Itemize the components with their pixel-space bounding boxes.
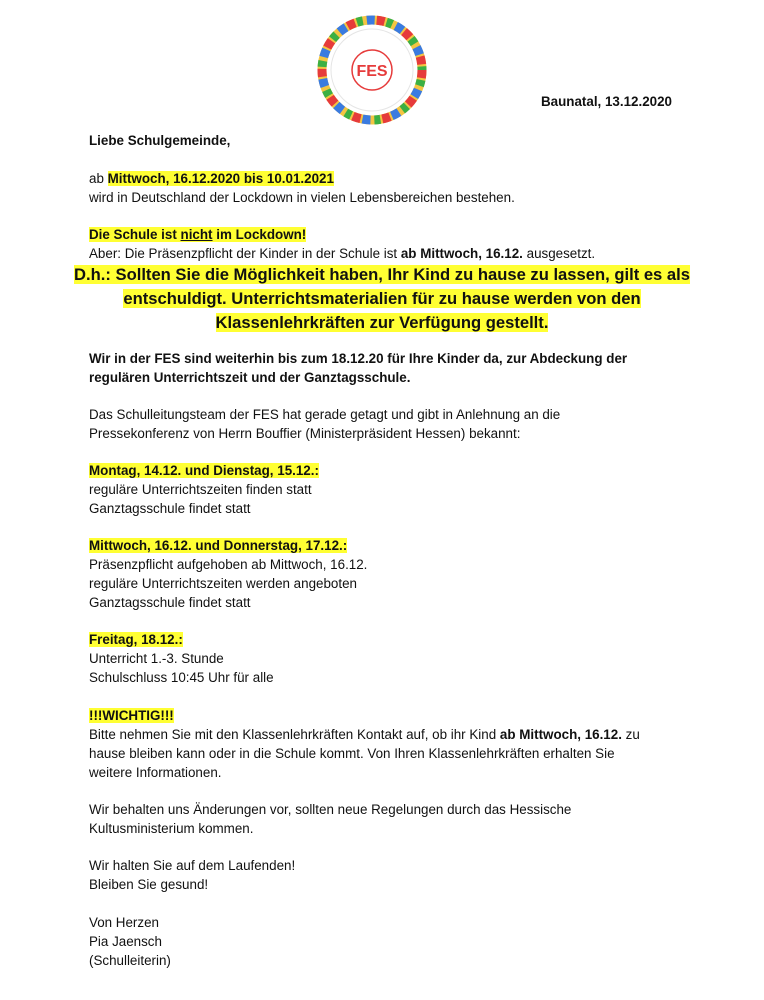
important-pre: Bitte nehmen Sie mit den Klassenlehrkräften Kontakt auf, ob ihr Kind [89, 727, 500, 742]
section-heading-text: Freitag, 18.12.: [89, 632, 183, 647]
leadership-line-1: Das Schulleitungsteam der FES hat gerade getagt und gibt in Anlehnung an die [89, 407, 561, 422]
closing-line-2: Bleiben Sie gesund! [89, 877, 209, 892]
period-line [89, 169, 334, 188]
signature-name: Pia Jaensch [89, 934, 162, 949]
changes-line-2: Kultusministerium kommen. [89, 821, 254, 836]
section-heading-text: Montag, 14.12. und Dienstag, 15.12.: [89, 463, 319, 478]
section-line: Schulschluss 10:45 Uhr für alle [89, 670, 274, 685]
big-notice-text-2: entschuldigt. Unterrichtsmaterialien für zu hause werden von den [123, 289, 641, 308]
date-line: Baunatal, 13.12.2020 [540, 94, 672, 109]
school-logo [316, 14, 428, 126]
section-line: reguläre Unterrichtszeiten werden angeboten [89, 576, 357, 591]
fes-availability-1: Wir in der FES sind weiterhin bis zum 18.12.20 für Ihre Kinder da, zur Abdeckung der [89, 351, 628, 366]
important-post: zu [621, 727, 640, 742]
section-line: Ganztagsschule findet statt [89, 501, 251, 516]
important-line-2: hause bleiben kann oder in die Schule kommt. Von Ihren Klassenlehrkräften erhalten Sie [89, 746, 615, 761]
important-line-3: weitere Informationen. [89, 765, 222, 780]
section-heading-text: Mittwoch, 16.12. und Donnerstag, 17.12.: [89, 538, 348, 553]
section-line: Präsenzpflicht aufgehoben ab Mittwoch, 16.12. [89, 557, 368, 572]
logo-text: FES [356, 63, 388, 80]
fes-availability-2: regulären Unterrichtszeit und der Ganztagsschule. [89, 370, 411, 385]
greeting: Liebe Schulgemeinde, [89, 133, 231, 148]
closing-line-1: Wir halten Sie auf dem Laufenden! [89, 858, 296, 873]
attendance-post: ausgesetzt. [522, 246, 596, 261]
signature-role: (Schulleiterin) [89, 953, 171, 968]
section-heading [89, 630, 183, 649]
important-heading [89, 706, 174, 725]
section-line: Ganztagsschule findet statt [89, 595, 251, 610]
section-heading [89, 461, 319, 480]
school-status-nicht: nicht [180, 227, 213, 242]
big-notice-2 [70, 287, 694, 311]
important-bold: ab Mittwoch, 16.12. [499, 727, 622, 742]
section-line: Unterricht 1.-3. Stunde [89, 651, 224, 666]
attendance-bold: ab Mittwoch, 16.12. [400, 246, 523, 261]
important-heading-text: !!!WICHTIG!!! [89, 708, 174, 723]
lockdown-line: wird in Deutschland der Lockdown in vielen Lebensbereichen bestehen. [89, 190, 515, 205]
section-heading [89, 536, 347, 555]
school-status [89, 225, 306, 244]
big-notice-1 [70, 263, 694, 287]
changes-line-1: Wir behalten uns Änderungen vor, sollten neue Regelungen durch das Hessische [89, 802, 572, 817]
period-highlight: Mittwoch, 16.12.2020 bis 10.01.2021 [107, 171, 334, 186]
school-status-a: Die Schule ist [89, 227, 181, 242]
leadership-line-2: Pressekonferenz von Herrn Bouffier (Ministerpräsident Hessen) bekannt: [89, 426, 521, 441]
attendance-line [89, 244, 595, 263]
big-notice-text-3: Klassenlehrkräften zur Verfügung gestellt. [215, 313, 549, 332]
attendance-pre: Aber: Die Präsenzpflicht der Kinder in der Schule ist [89, 246, 401, 261]
big-notice-3 [70, 311, 694, 335]
big-notice-text-1: D.h.: Sollten Sie die Möglichkeit haben, Ihr Kind zu hause zu lassen, gilt es als [74, 265, 690, 284]
period-prefix: ab [89, 171, 108, 186]
school-status-c: im Lockdown! [212, 227, 307, 242]
signature-line-1: Von Herzen [89, 915, 159, 930]
section-line: reguläre Unterrichtszeiten finden statt [89, 482, 312, 497]
important-line-1 [89, 725, 640, 744]
